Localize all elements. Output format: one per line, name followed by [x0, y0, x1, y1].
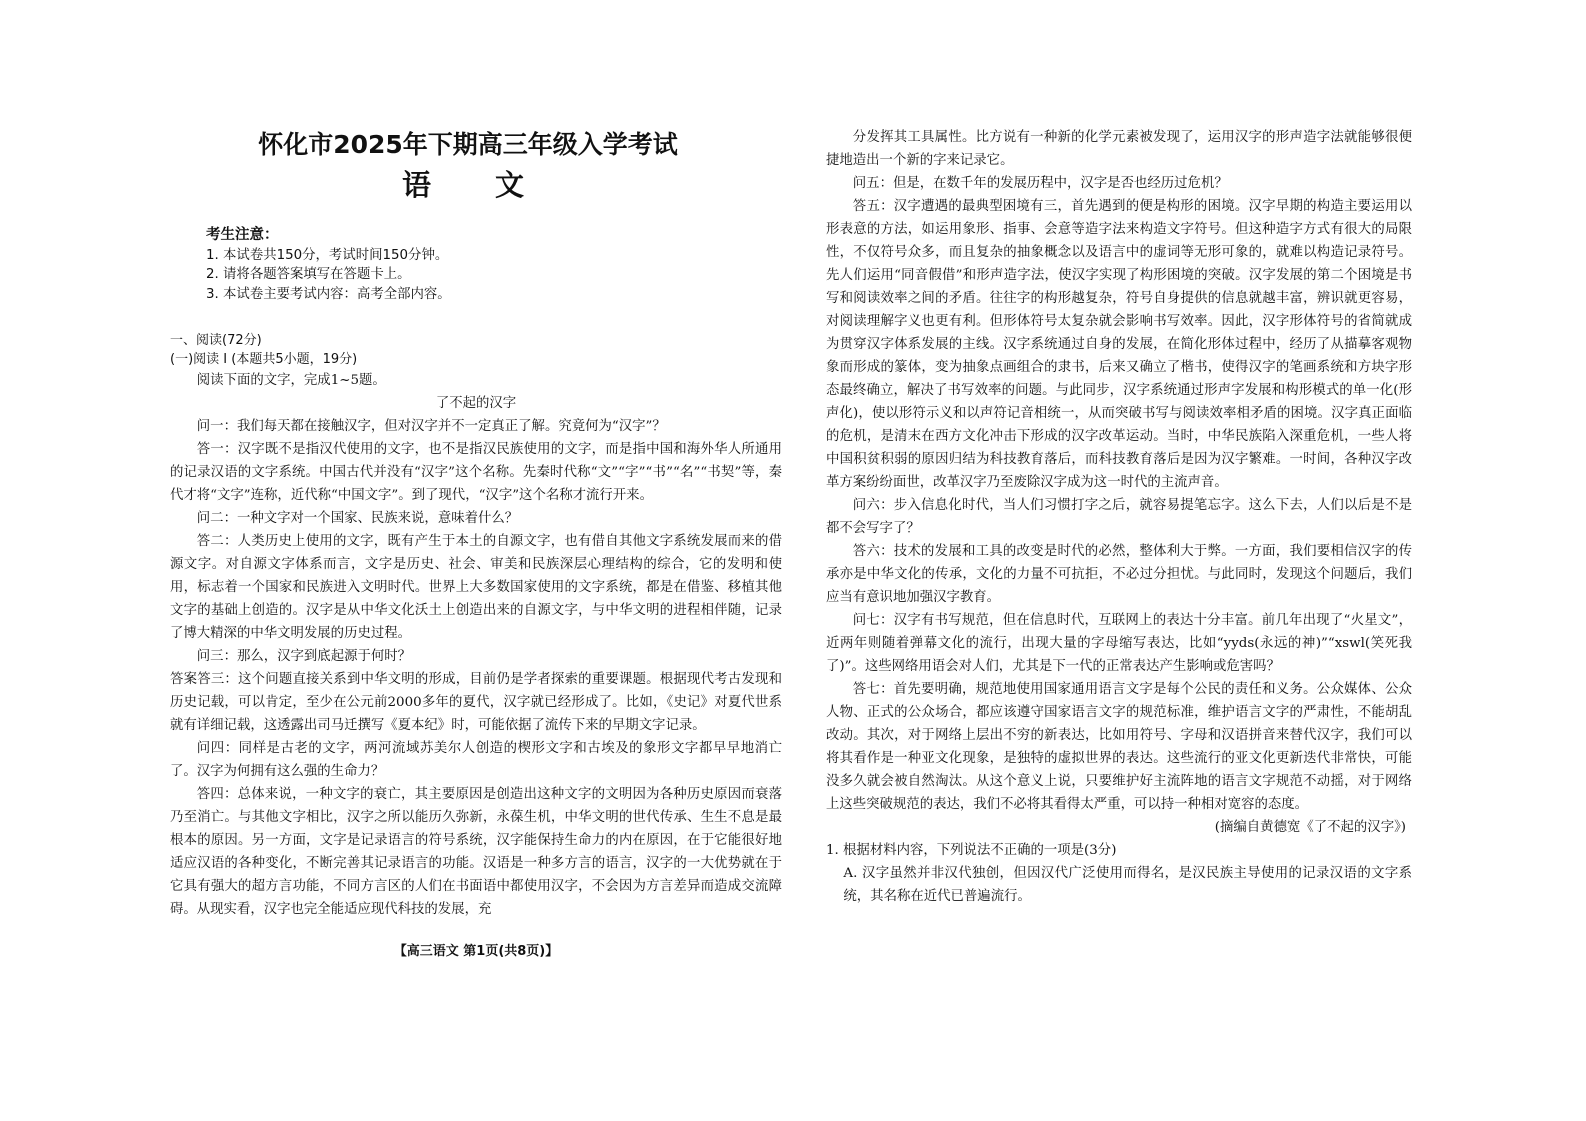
answer-paragraph: 答七：首先要明确，规范地使用国家通用语言文字是每个公民的责任和义务。公众媒体、公众人物、正式的公众场合，都应该遵守国家语言文字的规范标准，维护语言文字的严肃性，不能胡乱改动。其次，对于网络上层出不穷的新表达，比如用符号、字母和汉语拼音来替代汉字，我们可以将其看作是一种亚文化现象，是独特的虚拟世界的表达。这些流行的亚文化更新迭代非常快，可能没多久就会被自然淘汰。从这个意义上说，只要维护好主流阵地的语言文字规范不动摇，对于网络上这些突破规范的表达，我们不必将其看得太严重，可以持一种相对宽容的态度。	[826, 682, 1412, 812]
article-title: 了不起的汉字	[435, 396, 517, 411]
answer-paragraph: 答二：人类历史上使用的文字，既有产生于本土的自源文字，也有借自其他文字系统发展而来的借源文字。对自源文字体系而言，文字是历史、社会、审美和民族深层心理结构的综合，它的发明和使用，标志着一个国家和民族进入文明时代。世界上大多数国家使用的文字系统，都是在借鉴、移植其他文字的基础上创造的。汉字是从中华文化沃土上创造出来的自源文字，与中华文明的进程相伴随，记录了博大精深的中华文明发展的历史过程。	[170, 534, 782, 641]
notice-item: 1. 本试卷共150分，考试时间150分钟。	[206, 247, 449, 263]
subject-title: 语文	[401, 168, 588, 202]
question-paragraph: 问五：但是，在数千年的发展历程中，汉字是否也经历过危机？	[852, 176, 1228, 191]
right-column	[826, 126, 1412, 908]
question-paragraph: 问三：那么，汉字到底起源于何时？	[196, 649, 412, 664]
question-paragraph: 问六：步入信息化时代，当人们习惯打字之后，就容易提笔忘字。这么下去，人们以后是不是都不会写字了？	[826, 498, 1412, 536]
exam-notice	[206, 226, 782, 304]
question-paragraph: 问二：一种文字对一个国家、民族来说，意味着什么？	[196, 511, 519, 526]
answer-continuation: 分发挥其工具属性。比方说有一种新的化学元素被发现了，运用汉字的形声造字法就能够很便捷地造出一个新的字来记录它。	[826, 130, 1412, 168]
answer-paragraph: 答一：汉字既不是指汉代使用的文字，也不是指汉民族使用的文字，而是指中国和海外华人所通用的记录汉语的文字系统。中国古代并没有“汉字”这个名称。先秦时代称“文”“字”“书”“名”“书契”等，秦代才将“文字”连称，近代称“中国文字”。到了现代，“汉字”这个名称才流行开来。	[170, 442, 782, 503]
notice-heading: 考生注意：	[206, 227, 279, 243]
notice-item: 2. 请将各题答案填写在答题卡上。	[206, 267, 411, 282]
answer-paragraph: 答案答三：这个问题直接关系到中华文明的形成，目前仍是学者探索的重要课题。根据现代考古发现和历史记载，可以肯定，至少在公元前2000多年的夏代，汉字就已经形成了。比如，《史记》对夏代世系就有详细记载，这透露出司马迁撰写《夏本纪》时，可能依据了流传下来的早期文字记录。	[170, 672, 782, 733]
subsection-title: (一)阅读 I (本题共5小题，19分)	[170, 352, 358, 367]
left-column	[170, 126, 782, 921]
notice-item: 3. 本试卷主要考试内容：高考全部内容。	[206, 286, 451, 302]
answer-paragraph: 答六：技术的发展和工具的改变是时代的必然，整体利大于弊。一方面，我们要相信汉字的传承亦是中华文化的传承，文化的力量不可抗拒，不必过分担忧。与此同时，发现这个问题后，我们应当有意识地加强汉字教育。	[826, 544, 1412, 605]
question-paragraph: 问七：汉字有书写规范，但在信息时代，互联网上的表达十分丰富。前几年出现了“火星文”，近两年则随着弹幕文化的流行，出现大量的字母缩写表达，比如“yyds(永远的神)”“xswl(笑死我了)”。这些网络用语会对人们，尤其是下一代的正常表达产生影响或危害吗？	[826, 613, 1412, 674]
question-option-a: A. 汉字虽然并非汉代独创，但因汉代广泛使用而得名，是汉民族主导使用的记录汉语的文字系统，其名称在近代已普遍流行。	[843, 866, 1412, 904]
reading-instruction: 阅读下面的文字，完成1~5题。	[196, 373, 386, 388]
exam-title: 怀化市2025年下期高三年级入学考试	[258, 130, 678, 159]
answer-paragraph: 答五：汉字遭遇的最典型困境有三，首先遇到的便是构形的困境。汉字早期的构造主要运用以形表意的方法，如运用象形、指事、会意等造字法来构造文字符号。但这种造字方式有很大的局限性，不仅符号众多，而且复杂的抽象概念以及语言中的虚词等无形可象的，就难以构造记录符号。先人们运用“同音假借”和形声造字法，使汉字实现了构形困境的突破。汉字发展的第二个困境是书写和阅读效率之间的矛盾。往往字的构形越复杂，符号自身提供的信息就越丰富，辨识就更容易，对阅读理解字义也更有利。但形体符号太复杂就会影响书写效率。因此，汉字形体符号的省简就成为贯穿汉字体系发展的主线。汉字系统通过自身的发展，在简化形体过程中，经历了从描摹客观物象而形成的篆体，变为抽象点画组合的隶书，后来又确立了楷书，使得汉字的笔画系统和方块字形态最终确立，解决了书写效率的问题。与此同步，汉字系统通过形声字发展和构形模式的单一化(形声化)，使以形符示义和以声符记音相统一，从而突破书写与阅读效率相矛盾的困境。汉字真正面临的危机，是清末在西方文化冲击下形成的汉字改革运动。当时，中华民族陷入深重危机，一些人将中国积贫积弱的原因归结为科技教育落后，而科技教育落后是因为汉字繁难。一时间，各种汉字改革方案纷纷面世，改革汉字乃至废除汉字成为这一时代的主流声音。	[826, 199, 1412, 490]
answer-paragraph: 答四：总体来说，一种文字的衰亡，其主要原因是创造出这种文字的文明因为各种历史原因而衰落乃至消亡。与其他文字相比，汉字之所以能历久弥新，永葆生机，中华文明的世代传承、生生不息是最根本的原因。另一方面，文字是记录语言的符号系统，汉字能保持生命力的内在原因，在于它能很好地适应汉语的各种变化，不断完善其记录语言的功能。汉语是一种多方言的语言，汉字的一大优势就在于它具有强大的超方言功能，不同方言区的人们在书面语中都使用汉字，不会因为方言差异而造成交流障碍。从现实看，汉字也完全能适应现代科技的发展，充	[170, 787, 782, 917]
question-paragraph: 问四：同样是古老的文字，两河流域苏美尔人创造的楔形文字和古埃及的象形文字都早早地消亡了。汉字为何拥有这么强的生命力？	[170, 741, 782, 779]
question-paragraph: 问一：我们每天都在接触汉字，但对汉字并不一定真正了解。究竟何为“汉字”？	[196, 419, 666, 434]
question-stem: 1. 根据材料内容，下列说法不正确的一项是(3分)	[826, 843, 1117, 858]
section-title: 一、阅读(72分)	[170, 333, 262, 348]
article-source: (摘编自黄德宽《了不起的汉字》)	[1214, 820, 1406, 835]
page-footer: 【高三语文 第1页(共8页)】	[393, 944, 559, 959]
